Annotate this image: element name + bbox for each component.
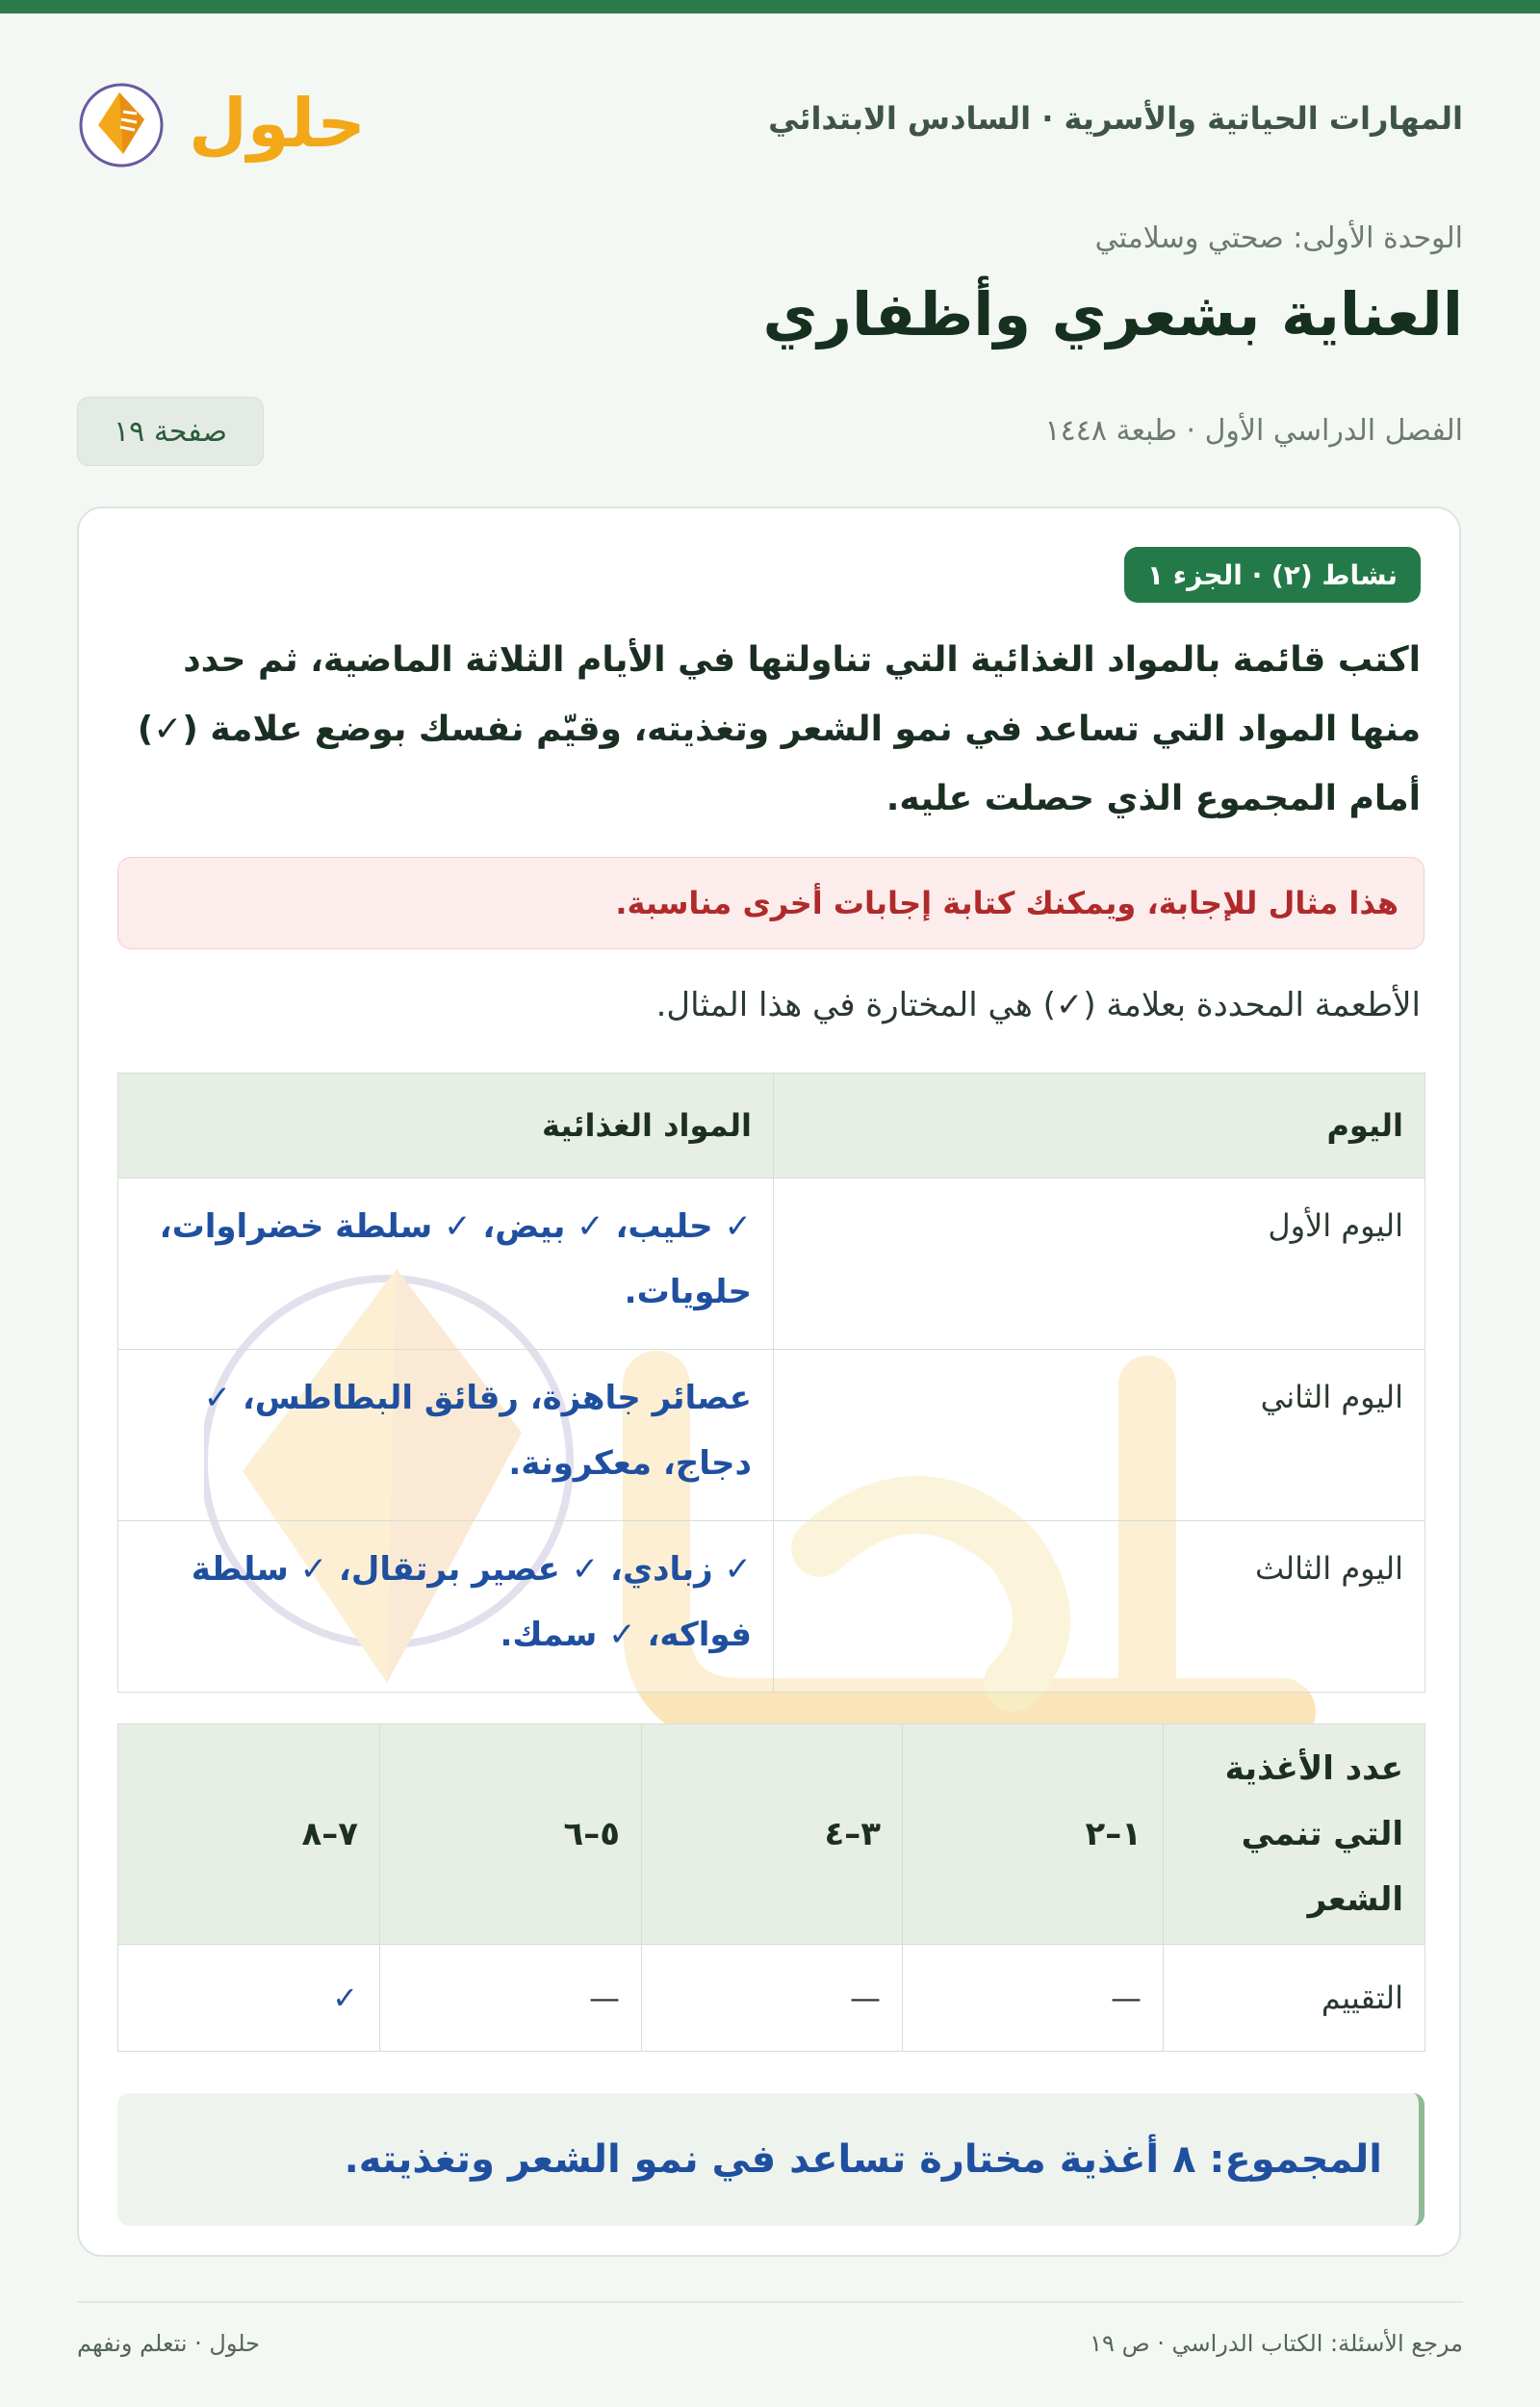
day-cell: اليوم الثالث — [774, 1521, 1425, 1693]
page-header — [77, 58, 1463, 183]
day-cell: اليوم الثاني — [774, 1350, 1425, 1521]
book-title: المهارات الحياتية والأسرية · السادس الابتدائي — [768, 100, 1463, 137]
page-number-badge: صفحة ١٩ — [77, 397, 264, 466]
rating-range: ٥–٦ — [380, 1724, 642, 1945]
foods-cell: ✓ زبادي، ✓ عصير برتقال، ✓ سلطة فواكه، ✓ سمك. — [118, 1521, 774, 1693]
total-summary: المجموع: ٨ أغذية مختارة تساعد في نمو الشعر وتغذيته. — [117, 2093, 1424, 2226]
semester-meta: الفصل الدراسي الأول · طبعة ١٤٤٨ — [1044, 414, 1463, 448]
rating-row-label: التقييم — [1164, 1945, 1425, 2052]
footer-divider — [77, 2301, 1463, 2303]
rating-mark: — — [642, 1945, 903, 2052]
unit-label: الوحدة الأولى: صحتي وسلامتي — [1094, 221, 1463, 255]
footer-reference: مرجع الأسئلة: الكتاب الدراسي · ص ١٩ — [1090, 2330, 1463, 2357]
example-answer-note: هذا مثال للإجابة، ويمكنك كتابة إجابات أخرى مناسبة. — [117, 857, 1424, 949]
table-row — [118, 1521, 1425, 1693]
food-list-table — [117, 1073, 1425, 1693]
rating-header-row — [118, 1724, 1425, 1945]
self-rating-table — [117, 1723, 1425, 2052]
table-header-row — [118, 1074, 1425, 1178]
activity-card — [77, 506, 1461, 2257]
activity-badge: نشاط (٢) · الجزء ١ — [1124, 547, 1421, 603]
rating-row — [118, 1945, 1425, 2052]
lesson-title: العناية بشعري وأظفاري — [762, 279, 1463, 349]
rating-range: ٣–٤ — [642, 1724, 903, 1945]
rating-mark: — — [903, 1945, 1164, 2052]
rating-header-label: عدد الأغذية التي تنمي الشعر — [1164, 1724, 1425, 1945]
table-row — [118, 1350, 1425, 1521]
rating-range: ٧–٨ — [118, 1724, 380, 1945]
column-header-day: اليوم — [774, 1074, 1425, 1178]
rating-mark: — — [380, 1945, 642, 2052]
foods-cell: ✓ حليب، ✓ بيض، ✓ سلطة خضراوات، حلويات. — [118, 1178, 774, 1350]
activity-question: اكتب قائمة بالمواد الغذائية التي تناولتها في الأيام الثلاثة الماضية، ثم حدد منها المواد التي تساعد في نمو الشعر وتغذيته، وقيّم نفسك بوضع علامة (✓) أمام المجموع الذي حصلت عليه. — [137, 640, 1421, 818]
rating-range: ١–٢ — [903, 1724, 1164, 1945]
rating-mark-checked: ✓ — [118, 1945, 380, 2052]
footer-brand: حلول · نتعلم ونفهم — [77, 2330, 260, 2357]
foods-cell: عصائر جاهزة، رقائق البطاطس، ✓ دجاج، معكرونة. — [118, 1350, 774, 1521]
logo-text: حلول — [189, 84, 366, 163]
day-cell: اليوم الأول — [774, 1178, 1425, 1350]
table-row — [118, 1178, 1425, 1350]
selection-intro: الأطعمة المحددة بعلامة (✓) هي المختارة في هذا المثال. — [655, 986, 1421, 1024]
column-header-foods: المواد الغذائية — [118, 1074, 774, 1178]
hulul-logo — [77, 58, 366, 183]
top-accent-bar — [0, 0, 1540, 13]
